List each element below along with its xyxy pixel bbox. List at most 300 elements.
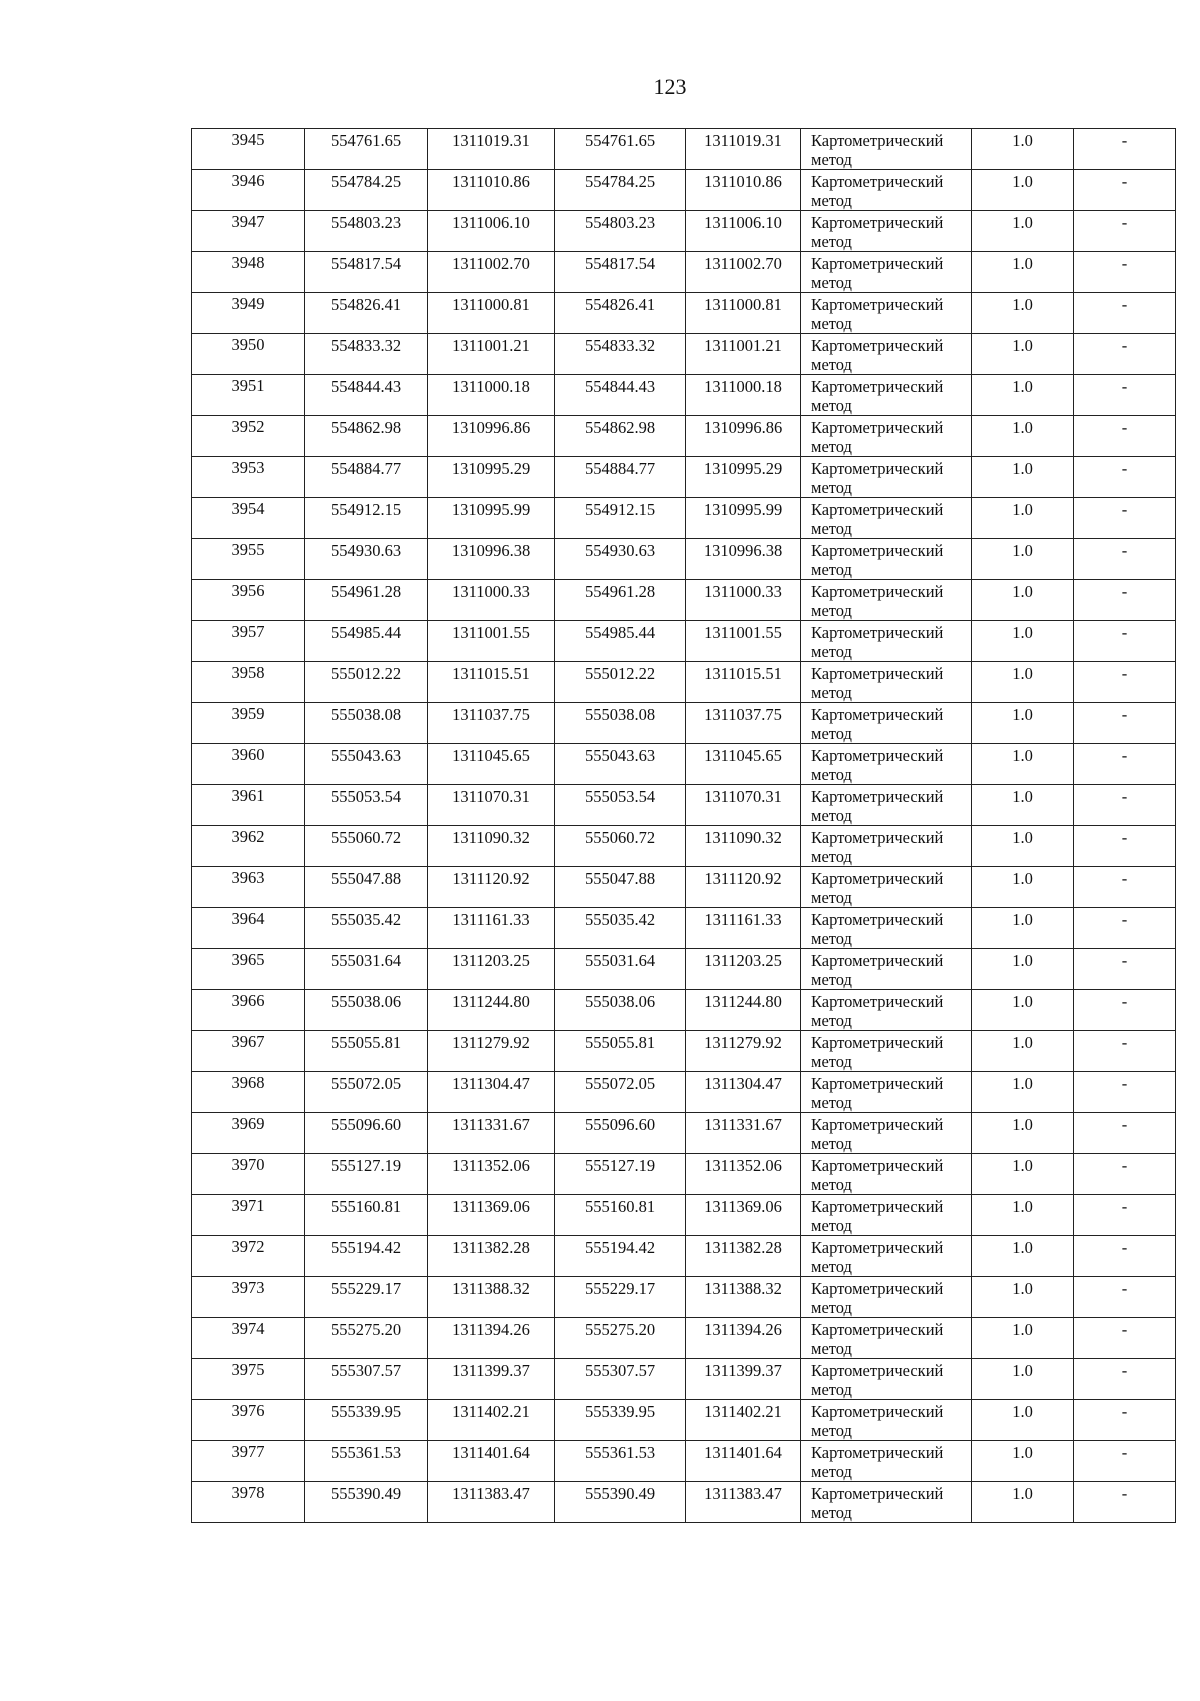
existing-y-cell: 1311015.51 bbox=[428, 662, 555, 703]
table-row bbox=[192, 293, 1176, 334]
method-line-2: метод bbox=[811, 314, 852, 333]
table-row bbox=[192, 826, 1176, 867]
method-cell bbox=[801, 1318, 972, 1359]
description-cell: - bbox=[1074, 1113, 1176, 1154]
method-line-2: метод bbox=[811, 437, 852, 456]
table-row bbox=[192, 662, 1176, 703]
point-number-cell: 3967 bbox=[192, 1031, 305, 1072]
refined-y-cell: 1311001.55 bbox=[686, 621, 801, 662]
existing-x-cell: 554833.32 bbox=[305, 334, 428, 375]
point-number-cell: 3961 bbox=[192, 785, 305, 826]
existing-x-cell: 554844.43 bbox=[305, 375, 428, 416]
table-row bbox=[192, 908, 1176, 949]
refined-y-cell: 1311000.81 bbox=[686, 293, 801, 334]
method-line-2: метод bbox=[811, 683, 852, 702]
existing-x-cell: 555060.72 bbox=[305, 826, 428, 867]
method-cell bbox=[801, 867, 972, 908]
existing-y-cell: 1311382.28 bbox=[428, 1236, 555, 1277]
existing-y-cell: 1311394.26 bbox=[428, 1318, 555, 1359]
refined-x-cell: 554985.44 bbox=[555, 621, 686, 662]
existing-x-cell: 554912.15 bbox=[305, 498, 428, 539]
description-cell: - bbox=[1074, 703, 1176, 744]
description-cell: - bbox=[1074, 293, 1176, 334]
refined-y-cell: 1311019.31 bbox=[686, 129, 801, 170]
description-cell: - bbox=[1074, 334, 1176, 375]
table-row bbox=[192, 1359, 1176, 1400]
description-cell: - bbox=[1074, 1400, 1176, 1441]
point-number-cell: 3976 bbox=[192, 1400, 305, 1441]
existing-x-cell: 555053.54 bbox=[305, 785, 428, 826]
existing-x-cell: 554826.41 bbox=[305, 293, 428, 334]
refined-y-cell: 1311002.70 bbox=[686, 252, 801, 293]
existing-y-cell: 1310996.38 bbox=[428, 539, 555, 580]
accuracy-cell: 1.0 bbox=[972, 1154, 1074, 1195]
refined-y-cell: 1311001.21 bbox=[686, 334, 801, 375]
refined-x-cell: 555031.64 bbox=[555, 949, 686, 990]
method-line-1: Картометрический bbox=[811, 664, 944, 683]
existing-x-cell: 555038.08 bbox=[305, 703, 428, 744]
refined-x-cell: 555307.57 bbox=[555, 1359, 686, 1400]
accuracy-cell: 1.0 bbox=[972, 1195, 1074, 1236]
table-row bbox=[192, 170, 1176, 211]
refined-y-cell: 1311015.51 bbox=[686, 662, 801, 703]
method-line-1: Картометрический bbox=[811, 582, 944, 601]
refined-x-cell: 554961.28 bbox=[555, 580, 686, 621]
existing-y-cell: 1311161.33 bbox=[428, 908, 555, 949]
refined-x-cell: 555339.95 bbox=[555, 1400, 686, 1441]
accuracy-cell: 1.0 bbox=[972, 785, 1074, 826]
refined-x-cell: 555047.88 bbox=[555, 867, 686, 908]
refined-x-cell: 554833.32 bbox=[555, 334, 686, 375]
method-cell bbox=[801, 908, 972, 949]
method-cell bbox=[801, 498, 972, 539]
method-cell bbox=[801, 334, 972, 375]
existing-y-cell: 1311244.80 bbox=[428, 990, 555, 1031]
refined-y-cell: 1311388.32 bbox=[686, 1277, 801, 1318]
method-cell bbox=[801, 826, 972, 867]
existing-x-cell: 555127.19 bbox=[305, 1154, 428, 1195]
refined-y-cell: 1310996.86 bbox=[686, 416, 801, 457]
method-line-2: метод bbox=[811, 765, 852, 784]
method-line-1: Картометрический bbox=[811, 1279, 944, 1298]
description-cell: - bbox=[1074, 662, 1176, 703]
method-cell bbox=[801, 1277, 972, 1318]
method-cell bbox=[801, 785, 972, 826]
table-row bbox=[192, 334, 1176, 375]
existing-x-cell: 555043.63 bbox=[305, 744, 428, 785]
point-number-cell: 3974 bbox=[192, 1318, 305, 1359]
coordinates-table-body bbox=[192, 129, 1176, 1523]
existing-y-cell: 1311401.64 bbox=[428, 1441, 555, 1482]
method-line-1: Картометрический bbox=[811, 336, 944, 355]
existing-x-cell: 555160.81 bbox=[305, 1195, 428, 1236]
existing-y-cell: 1311000.33 bbox=[428, 580, 555, 621]
existing-x-cell: 555096.60 bbox=[305, 1113, 428, 1154]
accuracy-cell: 1.0 bbox=[972, 1400, 1074, 1441]
method-cell bbox=[801, 621, 972, 662]
method-cell bbox=[801, 539, 972, 580]
table-row bbox=[192, 1154, 1176, 1195]
method-line-2: метод bbox=[811, 1257, 852, 1276]
description-cell: - bbox=[1074, 1154, 1176, 1195]
table-row bbox=[192, 867, 1176, 908]
method-line-2: метод bbox=[811, 1216, 852, 1235]
refined-x-cell: 555127.19 bbox=[555, 1154, 686, 1195]
refined-y-cell: 1311090.32 bbox=[686, 826, 801, 867]
refined-y-cell: 1311244.80 bbox=[686, 990, 801, 1031]
refined-y-cell: 1311304.47 bbox=[686, 1072, 801, 1113]
point-number-cell: 3963 bbox=[192, 867, 305, 908]
method-line-2: метод bbox=[811, 1421, 852, 1440]
accuracy-cell: 1.0 bbox=[972, 662, 1074, 703]
existing-y-cell: 1311388.32 bbox=[428, 1277, 555, 1318]
existing-y-cell: 1311304.47 bbox=[428, 1072, 555, 1113]
table-row bbox=[192, 129, 1176, 170]
description-cell: - bbox=[1074, 1236, 1176, 1277]
existing-x-cell: 555047.88 bbox=[305, 867, 428, 908]
point-number-cell: 3964 bbox=[192, 908, 305, 949]
description-cell: - bbox=[1074, 1359, 1176, 1400]
refined-x-cell: 555012.22 bbox=[555, 662, 686, 703]
existing-y-cell: 1311006.10 bbox=[428, 211, 555, 252]
refined-y-cell: 1311279.92 bbox=[686, 1031, 801, 1072]
description-cell: - bbox=[1074, 908, 1176, 949]
existing-y-cell: 1310995.29 bbox=[428, 457, 555, 498]
method-cell bbox=[801, 1195, 972, 1236]
page-number: 123 bbox=[653, 74, 687, 99]
method-line-1: Картометрический bbox=[811, 828, 944, 847]
existing-y-cell: 1311203.25 bbox=[428, 949, 555, 990]
method-line-2: метод bbox=[811, 929, 852, 948]
method-line-1: Картометрический bbox=[811, 459, 944, 478]
method-line-2: метод bbox=[811, 1052, 852, 1071]
existing-y-cell: 1311002.70 bbox=[428, 252, 555, 293]
table-row bbox=[192, 580, 1176, 621]
description-cell: - bbox=[1074, 129, 1176, 170]
refined-y-cell: 1311161.33 bbox=[686, 908, 801, 949]
method-line-2: метод bbox=[811, 724, 852, 743]
method-line-1: Картометрический bbox=[811, 910, 944, 929]
method-line-1: Картометрический bbox=[811, 869, 944, 888]
table-row bbox=[192, 1277, 1176, 1318]
method-line-1: Картометрический bbox=[811, 1361, 944, 1380]
table-row bbox=[192, 785, 1176, 826]
method-line-1: Картометрический bbox=[811, 1197, 944, 1216]
description-cell: - bbox=[1074, 170, 1176, 211]
accuracy-cell: 1.0 bbox=[972, 375, 1074, 416]
refined-x-cell: 554817.54 bbox=[555, 252, 686, 293]
point-number-cell: 3960 bbox=[192, 744, 305, 785]
refined-x-cell: 555053.54 bbox=[555, 785, 686, 826]
method-cell bbox=[801, 1072, 972, 1113]
accuracy-cell: 1.0 bbox=[972, 539, 1074, 580]
refined-x-cell: 554844.43 bbox=[555, 375, 686, 416]
description-cell: - bbox=[1074, 826, 1176, 867]
accuracy-cell: 1.0 bbox=[972, 1113, 1074, 1154]
existing-x-cell: 555229.17 bbox=[305, 1277, 428, 1318]
method-cell bbox=[801, 1359, 972, 1400]
method-cell bbox=[801, 703, 972, 744]
method-cell bbox=[801, 1482, 972, 1523]
point-number-cell: 3966 bbox=[192, 990, 305, 1031]
point-number-cell: 3962 bbox=[192, 826, 305, 867]
table-row bbox=[192, 1441, 1176, 1482]
description-cell: - bbox=[1074, 785, 1176, 826]
method-line-2: метод bbox=[811, 847, 852, 866]
point-number-cell: 3953 bbox=[192, 457, 305, 498]
refined-x-cell: 555072.05 bbox=[555, 1072, 686, 1113]
refined-y-cell: 1311203.25 bbox=[686, 949, 801, 990]
point-number-cell: 3975 bbox=[192, 1359, 305, 1400]
table-row bbox=[192, 1031, 1176, 1072]
refined-x-cell: 555229.17 bbox=[555, 1277, 686, 1318]
existing-x-cell: 554884.77 bbox=[305, 457, 428, 498]
method-cell bbox=[801, 1441, 972, 1482]
method-cell bbox=[801, 1236, 972, 1277]
method-line-1: Картометрический bbox=[811, 295, 944, 314]
accuracy-cell: 1.0 bbox=[972, 416, 1074, 457]
refined-x-cell: 554862.98 bbox=[555, 416, 686, 457]
point-number-cell: 3958 bbox=[192, 662, 305, 703]
refined-x-cell: 555038.08 bbox=[555, 703, 686, 744]
point-number-cell: 3957 bbox=[192, 621, 305, 662]
accuracy-cell: 1.0 bbox=[972, 703, 1074, 744]
method-cell bbox=[801, 744, 972, 785]
refined-x-cell: 554784.25 bbox=[555, 170, 686, 211]
method-line-2: метод bbox=[811, 150, 852, 169]
method-line-1: Картометрический bbox=[811, 1402, 944, 1421]
coordinates-table bbox=[191, 128, 1176, 1523]
existing-x-cell: 555038.06 bbox=[305, 990, 428, 1031]
point-number-cell: 3969 bbox=[192, 1113, 305, 1154]
table-row bbox=[192, 1236, 1176, 1277]
description-cell: - bbox=[1074, 252, 1176, 293]
accuracy-cell: 1.0 bbox=[972, 908, 1074, 949]
existing-x-cell: 555194.42 bbox=[305, 1236, 428, 1277]
point-number-cell: 3972 bbox=[192, 1236, 305, 1277]
refined-y-cell: 1311120.92 bbox=[686, 867, 801, 908]
method-cell bbox=[801, 293, 972, 334]
method-cell bbox=[801, 211, 972, 252]
table-row bbox=[192, 1195, 1176, 1236]
accuracy-cell: 1.0 bbox=[972, 1441, 1074, 1482]
table-row bbox=[192, 416, 1176, 457]
existing-y-cell: 1311402.21 bbox=[428, 1400, 555, 1441]
method-line-2: метод bbox=[811, 1298, 852, 1317]
point-number-cell: 3952 bbox=[192, 416, 305, 457]
point-number-cell: 3951 bbox=[192, 375, 305, 416]
table-row bbox=[192, 621, 1176, 662]
existing-x-cell: 554961.28 bbox=[305, 580, 428, 621]
existing-y-cell: 1311090.32 bbox=[428, 826, 555, 867]
existing-x-cell: 555307.57 bbox=[305, 1359, 428, 1400]
method-line-1: Картометрический bbox=[811, 1238, 944, 1257]
description-cell: - bbox=[1074, 457, 1176, 498]
table-row bbox=[192, 1113, 1176, 1154]
table-row bbox=[192, 252, 1176, 293]
method-cell bbox=[801, 170, 972, 211]
accuracy-cell: 1.0 bbox=[972, 621, 1074, 662]
accuracy-cell: 1.0 bbox=[972, 1318, 1074, 1359]
method-line-1: Картометрический bbox=[811, 418, 944, 437]
method-line-2: метод bbox=[811, 642, 852, 661]
refined-x-cell: 555055.81 bbox=[555, 1031, 686, 1072]
refined-y-cell: 1311000.33 bbox=[686, 580, 801, 621]
method-line-1: Картометрический bbox=[811, 541, 944, 560]
method-cell bbox=[801, 1113, 972, 1154]
existing-x-cell: 555035.42 bbox=[305, 908, 428, 949]
existing-x-cell: 555275.20 bbox=[305, 1318, 428, 1359]
existing-y-cell: 1311010.86 bbox=[428, 170, 555, 211]
point-number-cell: 3959 bbox=[192, 703, 305, 744]
refined-y-cell: 1311037.75 bbox=[686, 703, 801, 744]
refined-y-cell: 1311369.06 bbox=[686, 1195, 801, 1236]
table-row bbox=[192, 1400, 1176, 1441]
refined-y-cell: 1311352.06 bbox=[686, 1154, 801, 1195]
accuracy-cell: 1.0 bbox=[972, 211, 1074, 252]
refined-y-cell: 1311006.10 bbox=[686, 211, 801, 252]
method-line-2: метод bbox=[811, 888, 852, 907]
existing-y-cell: 1310996.86 bbox=[428, 416, 555, 457]
table-row bbox=[192, 539, 1176, 580]
refined-y-cell: 1311383.47 bbox=[686, 1482, 801, 1523]
point-number-cell: 3954 bbox=[192, 498, 305, 539]
method-line-2: метод bbox=[811, 1503, 852, 1522]
method-cell bbox=[801, 1031, 972, 1072]
refined-x-cell: 555390.49 bbox=[555, 1482, 686, 1523]
method-line-1: Картометрический bbox=[811, 705, 944, 724]
description-cell: - bbox=[1074, 1441, 1176, 1482]
point-number-cell: 3955 bbox=[192, 539, 305, 580]
method-line-1: Картометрический bbox=[811, 254, 944, 273]
existing-y-cell: 1311399.37 bbox=[428, 1359, 555, 1400]
description-cell: - bbox=[1074, 1482, 1176, 1523]
refined-y-cell: 1311401.64 bbox=[686, 1441, 801, 1482]
method-line-2: метод bbox=[811, 560, 852, 579]
method-line-2: метод bbox=[811, 478, 852, 497]
description-cell: - bbox=[1074, 498, 1176, 539]
description-cell: - bbox=[1074, 539, 1176, 580]
point-number-cell: 3965 bbox=[192, 949, 305, 990]
accuracy-cell: 1.0 bbox=[972, 498, 1074, 539]
table-row bbox=[192, 498, 1176, 539]
method-line-2: метод bbox=[811, 519, 852, 538]
existing-x-cell: 554761.65 bbox=[305, 129, 428, 170]
method-line-1: Картометрический bbox=[811, 1320, 944, 1339]
method-line-1: Картометрический bbox=[811, 623, 944, 642]
accuracy-cell: 1.0 bbox=[972, 252, 1074, 293]
description-cell: - bbox=[1074, 1195, 1176, 1236]
description-cell: - bbox=[1074, 744, 1176, 785]
description-cell: - bbox=[1074, 1031, 1176, 1072]
table-row bbox=[192, 375, 1176, 416]
accuracy-cell: 1.0 bbox=[972, 1277, 1074, 1318]
refined-x-cell: 554826.41 bbox=[555, 293, 686, 334]
method-line-1: Картометрический bbox=[811, 172, 944, 191]
method-cell bbox=[801, 1154, 972, 1195]
method-line-2: метод bbox=[811, 1339, 852, 1358]
method-line-2: метод bbox=[811, 191, 852, 210]
point-number-cell: 3968 bbox=[192, 1072, 305, 1113]
existing-y-cell: 1311352.06 bbox=[428, 1154, 555, 1195]
existing-y-cell: 1311001.21 bbox=[428, 334, 555, 375]
refined-x-cell: 554884.77 bbox=[555, 457, 686, 498]
description-cell: - bbox=[1074, 867, 1176, 908]
refined-y-cell: 1311402.21 bbox=[686, 1400, 801, 1441]
existing-y-cell: 1311019.31 bbox=[428, 129, 555, 170]
method-line-1: Картометрический bbox=[811, 1033, 944, 1052]
method-cell bbox=[801, 949, 972, 990]
existing-y-cell: 1311369.06 bbox=[428, 1195, 555, 1236]
description-cell: - bbox=[1074, 621, 1176, 662]
refined-y-cell: 1310996.38 bbox=[686, 539, 801, 580]
existing-y-cell: 1311000.18 bbox=[428, 375, 555, 416]
refined-y-cell: 1311000.18 bbox=[686, 375, 801, 416]
existing-x-cell: 555031.64 bbox=[305, 949, 428, 990]
existing-x-cell: 554985.44 bbox=[305, 621, 428, 662]
existing-y-cell: 1311001.55 bbox=[428, 621, 555, 662]
method-line-2: метод bbox=[811, 1462, 852, 1481]
method-line-1: Картометрический bbox=[811, 787, 944, 806]
accuracy-cell: 1.0 bbox=[972, 293, 1074, 334]
refined-y-cell: 1311394.26 bbox=[686, 1318, 801, 1359]
method-line-1: Картометрический bbox=[811, 951, 944, 970]
method-line-1: Картометрический bbox=[811, 992, 944, 1011]
existing-y-cell: 1311120.92 bbox=[428, 867, 555, 908]
description-cell: - bbox=[1074, 1318, 1176, 1359]
method-line-2: метод bbox=[811, 1380, 852, 1399]
refined-x-cell: 555038.06 bbox=[555, 990, 686, 1031]
existing-x-cell: 555339.95 bbox=[305, 1400, 428, 1441]
existing-y-cell: 1310995.99 bbox=[428, 498, 555, 539]
existing-x-cell: 555390.49 bbox=[305, 1482, 428, 1523]
refined-y-cell: 1311010.86 bbox=[686, 170, 801, 211]
existing-x-cell: 555361.53 bbox=[305, 1441, 428, 1482]
method-line-1: Картометрический bbox=[811, 213, 944, 232]
existing-x-cell: 554803.23 bbox=[305, 211, 428, 252]
method-line-1: Картометрический bbox=[811, 377, 944, 396]
method-line-1: Картометрический bbox=[811, 131, 944, 150]
accuracy-cell: 1.0 bbox=[972, 129, 1074, 170]
method-line-2: метод bbox=[811, 970, 852, 989]
method-cell bbox=[801, 457, 972, 498]
existing-y-cell: 1311000.81 bbox=[428, 293, 555, 334]
accuracy-cell: 1.0 bbox=[972, 334, 1074, 375]
existing-x-cell: 554862.98 bbox=[305, 416, 428, 457]
method-cell bbox=[801, 662, 972, 703]
refined-x-cell: 554803.23 bbox=[555, 211, 686, 252]
method-line-2: метод bbox=[811, 1175, 852, 1194]
existing-x-cell: 555072.05 bbox=[305, 1072, 428, 1113]
point-number-cell: 3948 bbox=[192, 252, 305, 293]
point-number-cell: 3970 bbox=[192, 1154, 305, 1195]
accuracy-cell: 1.0 bbox=[972, 1359, 1074, 1400]
table-row bbox=[192, 990, 1176, 1031]
point-number-cell: 3956 bbox=[192, 580, 305, 621]
method-cell bbox=[801, 580, 972, 621]
existing-y-cell: 1311383.47 bbox=[428, 1482, 555, 1523]
refined-x-cell: 555275.20 bbox=[555, 1318, 686, 1359]
method-line-2: метод bbox=[811, 1134, 852, 1153]
accuracy-cell: 1.0 bbox=[972, 990, 1074, 1031]
table-row bbox=[192, 744, 1176, 785]
method-line-1: Картометрический bbox=[811, 1156, 944, 1175]
accuracy-cell: 1.0 bbox=[972, 1482, 1074, 1523]
existing-y-cell: 1311279.92 bbox=[428, 1031, 555, 1072]
refined-x-cell: 555035.42 bbox=[555, 908, 686, 949]
method-line-2: метод bbox=[811, 806, 852, 825]
existing-y-cell: 1311070.31 bbox=[428, 785, 555, 826]
